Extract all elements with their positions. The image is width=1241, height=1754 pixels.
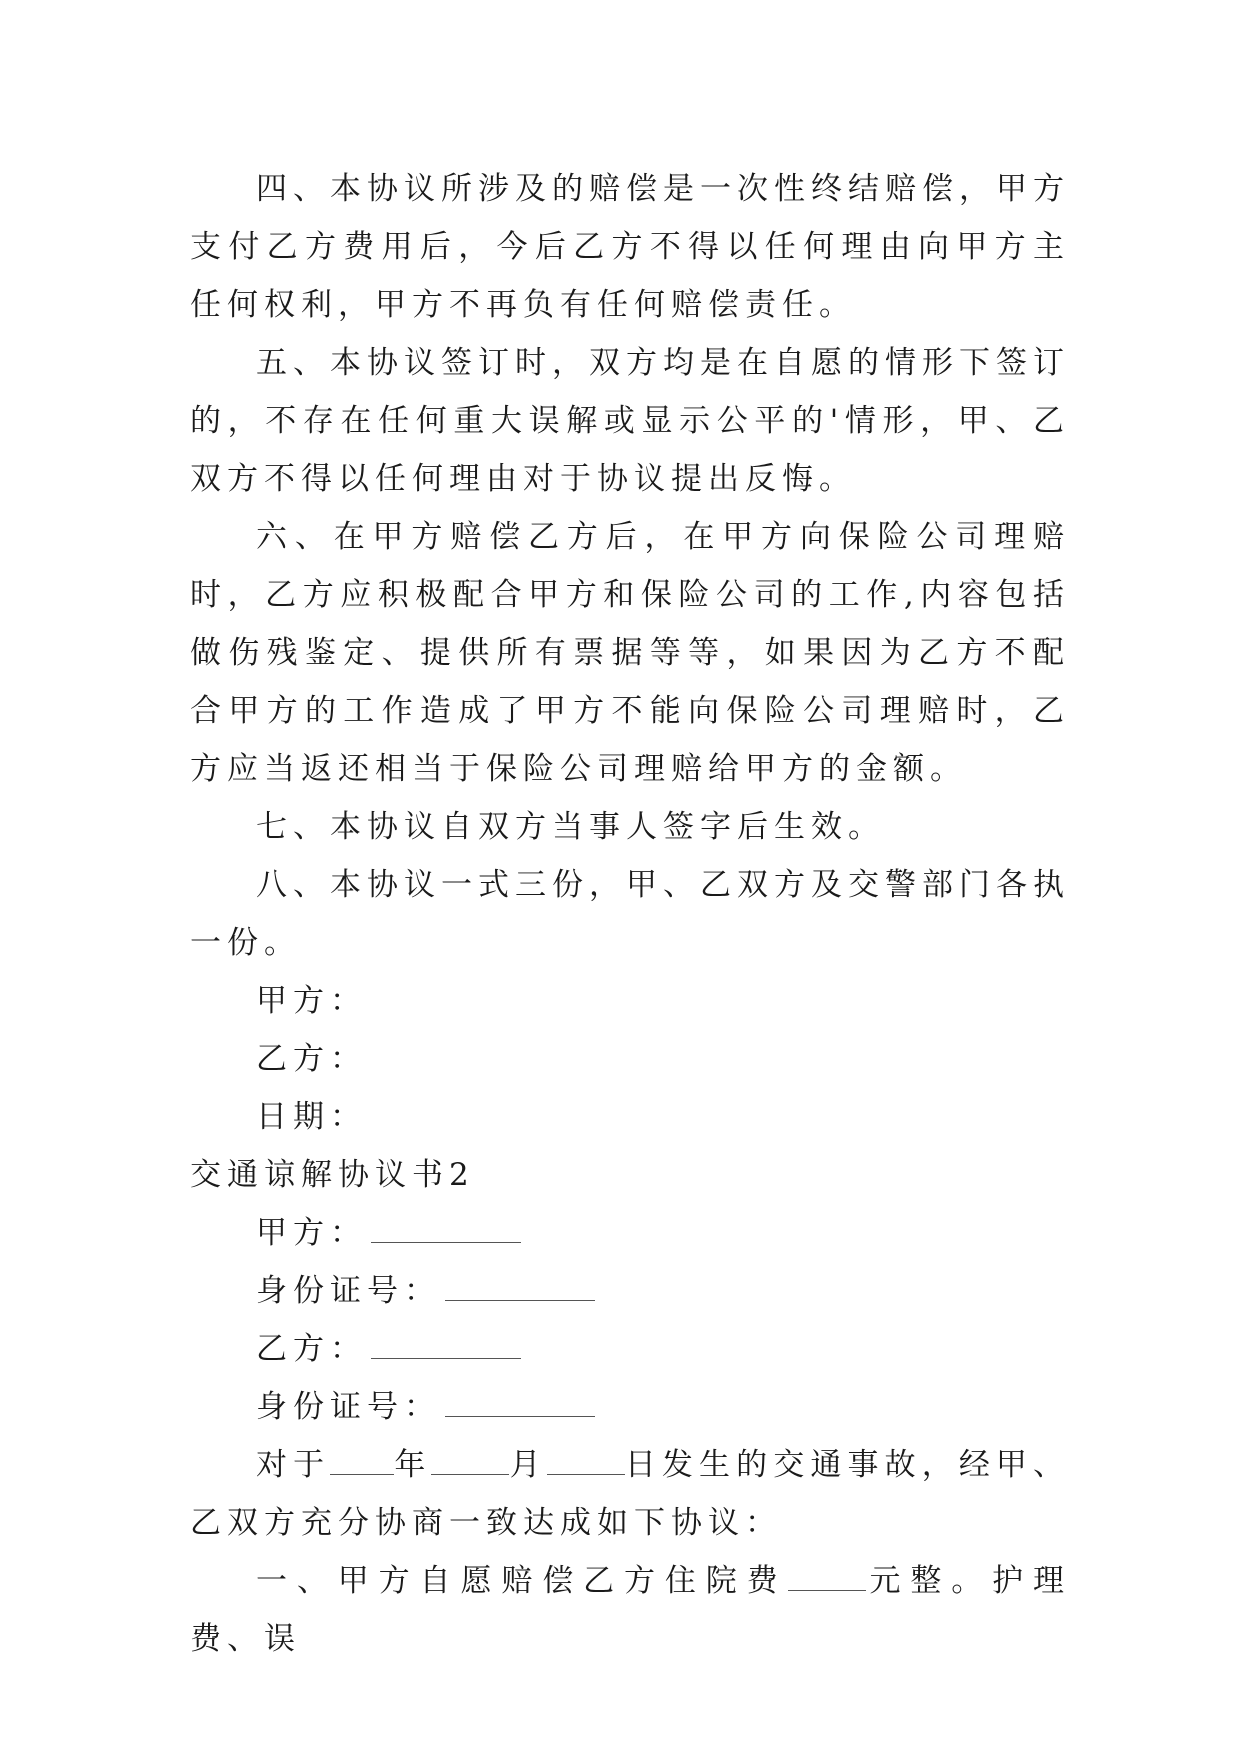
month-label: 月 bbox=[509, 1447, 547, 1483]
accident-prefix: 对于 bbox=[256, 1447, 331, 1483]
party-b-row bbox=[190, 1320, 1070, 1378]
day-blank bbox=[547, 1450, 625, 1475]
year-blank bbox=[330, 1450, 394, 1475]
document-body bbox=[190, 160, 1070, 1668]
id-b-row bbox=[190, 1378, 1070, 1436]
id-b-label: 身份证号： bbox=[256, 1389, 441, 1425]
accident-suffix: 日发生的交通事故，经甲、乙双方充分协商一致达成如下协议： bbox=[190, 1447, 1071, 1541]
signature-date: 日期： bbox=[256, 1099, 367, 1135]
party-b-label: 乙方： bbox=[256, 1331, 367, 1367]
month-blank bbox=[431, 1450, 509, 1475]
clause-six: 六、在甲方赔偿乙方后，在甲方向保险公司理赔时，乙方应积极配合甲方和保险公司的工作,内容包括做伤残鉴定、提供所有票据等等，如果因为乙方不配合甲方的工作造成了甲方不能向保险公司理赔时，乙方应当返还相当于保险公司理赔给甲方的金额。 bbox=[190, 519, 1070, 787]
clause-eight: 八、本协议一式三份，甲、乙双方及交警部门各执一份。 bbox=[190, 867, 1070, 961]
clause-one-prefix: 一、甲方自愿赔偿乙方住院费 bbox=[256, 1563, 788, 1599]
party-a-blank bbox=[371, 1218, 521, 1243]
clause-seven: 七、本协议自双方当事人签字后生效。 bbox=[256, 809, 885, 845]
accident-paragraph bbox=[190, 1436, 1070, 1552]
id-a-label: 身份证号： bbox=[256, 1273, 441, 1309]
id-a-blank bbox=[445, 1276, 595, 1301]
party-a-label: 甲方： bbox=[256, 1215, 367, 1251]
party-a-row bbox=[190, 1204, 1070, 1262]
clause-one-suffix: 元整。护理费、误 bbox=[190, 1563, 1071, 1657]
clause-four: 四、本协议所涉及的赔偿是一次性终结赔偿，甲方支付乙方费用后，今后乙方不得以任何理由向甲方主任何权利，甲方不再负有任何赔偿责任。 bbox=[190, 171, 1070, 323]
hospital-fee-blank bbox=[788, 1566, 866, 1591]
party-b-blank bbox=[371, 1334, 521, 1359]
signature-party-a: 甲方： bbox=[256, 983, 367, 1019]
clause-one bbox=[190, 1552, 1070, 1668]
year-label: 年 bbox=[394, 1447, 432, 1483]
signature-party-b: 乙方： bbox=[256, 1041, 367, 1077]
id-a-row bbox=[190, 1262, 1070, 1320]
clause-five: 五、本协议签订时，双方均是在自愿的情形下签订的，不存在任何重大误解或显示公平的'情形，甲、乙双方不得以任何理由对于协议提出反悔。 bbox=[190, 345, 1070, 497]
id-b-blank bbox=[445, 1392, 595, 1417]
section-title: 交通谅解协议书2 bbox=[190, 1157, 475, 1193]
